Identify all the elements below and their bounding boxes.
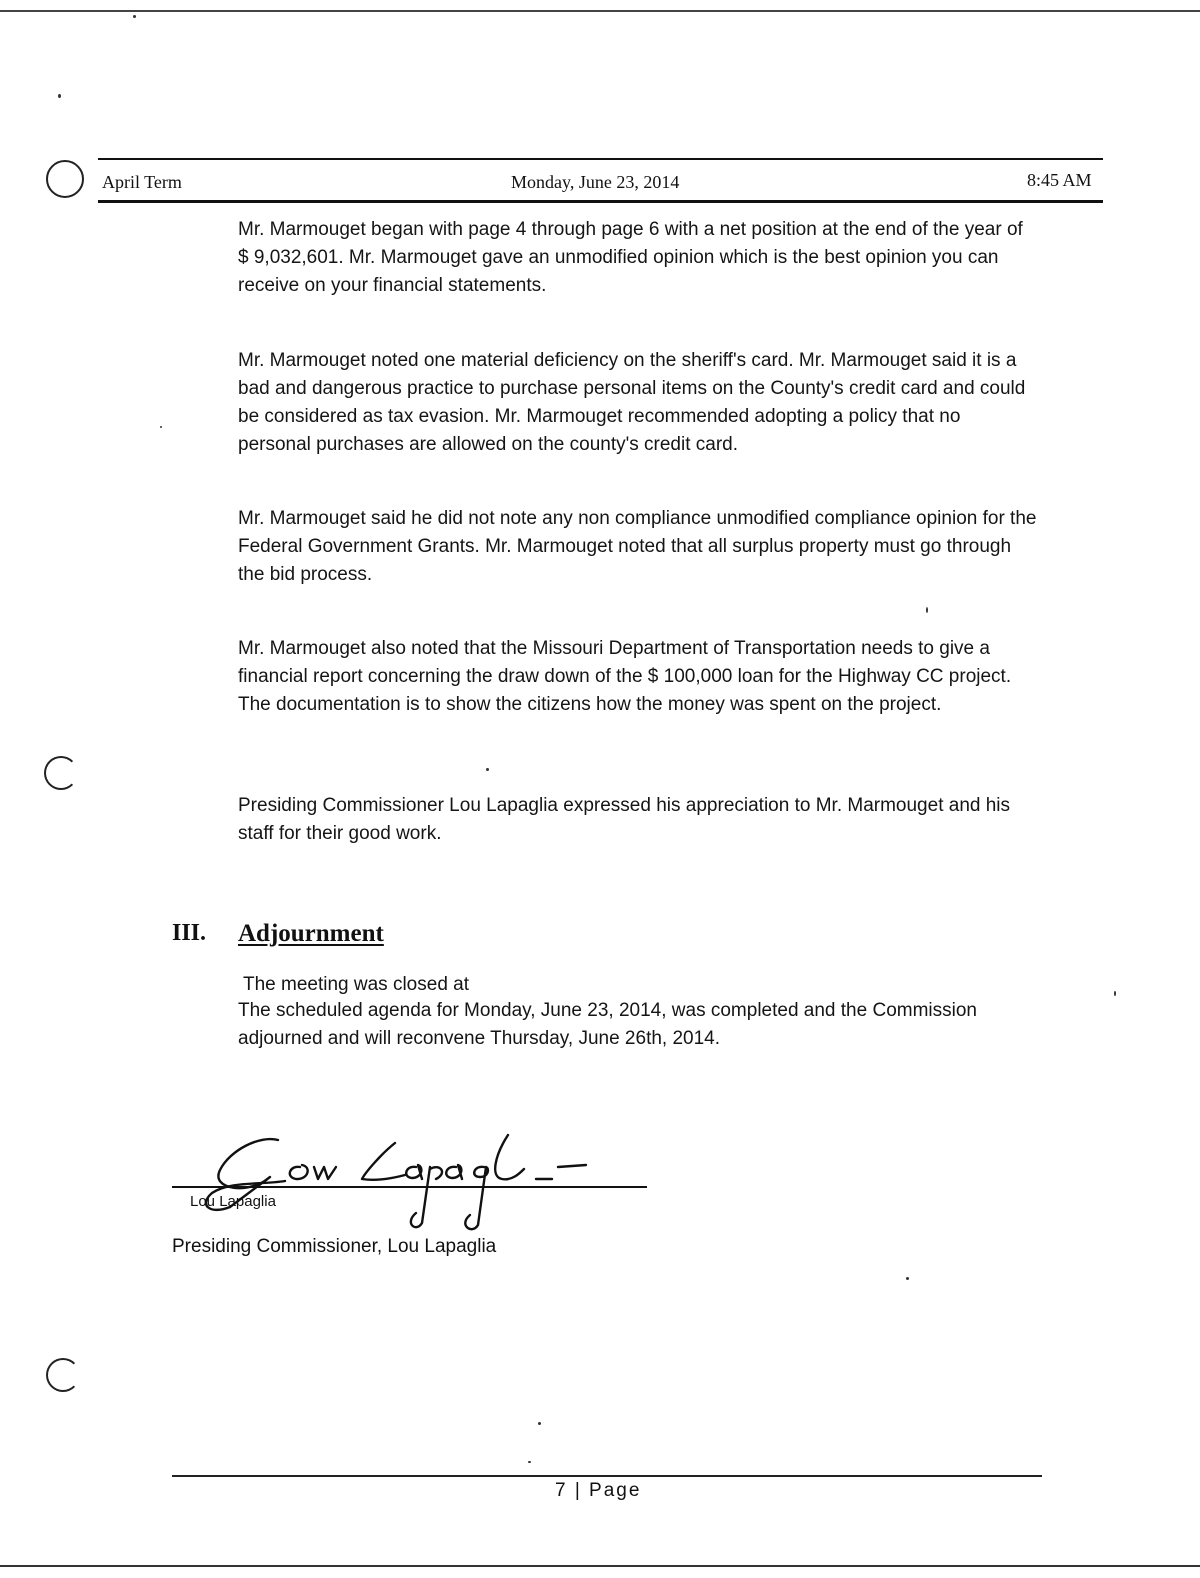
scan-speck xyxy=(1114,991,1116,996)
header-time: 8:45 AM xyxy=(1027,170,1092,190)
header-date: Monday, June 23, 2014 xyxy=(511,172,680,192)
scan-speck xyxy=(538,1422,541,1425)
header-bottom-rule xyxy=(98,200,1103,203)
section-number: III. xyxy=(172,920,207,946)
paragraph-modot-loan: Mr. Marmouget also noted that the Missouri Department of Transportation needs to give a financial report concerning the draw down of the $ 100,000 loan for the Highway CC project. The documentation is to show the citizens how the money was spent on the project. xyxy=(238,638,1012,715)
signature-line xyxy=(172,1186,647,1188)
paragraph-net-position: Mr. Marmouget began with page 4 through page 6 with a net position at the end of the year of $ 9,032,601. Mr. Marmouget gave an unmodified opinion which is the best opinion you can receive on your financial statements. xyxy=(238,219,1023,296)
footer-rule xyxy=(172,1475,1042,1477)
binder-hole xyxy=(46,160,84,198)
header-top-rule xyxy=(98,158,1103,160)
header-term: April Term xyxy=(102,172,182,192)
scan-speck xyxy=(160,426,162,428)
scan-bottom-edge xyxy=(0,1565,1200,1567)
scan-speck xyxy=(926,607,928,613)
scan-speck xyxy=(486,768,489,771)
signer-printed-name: Lou Lapaglia xyxy=(190,1193,276,1210)
page-number: 7 | Page xyxy=(555,1480,642,1501)
adjournment-statement: The scheduled agenda for Monday, June 23, 2014, was completed and the Commission adjourned and will reconvene Thursday, June 26th, 2014. xyxy=(238,1000,977,1049)
paragraph-material-deficiency: Mr. Marmouget noted one material deficiency on the sheriff's card. Mr. Marmouget said it is a bad and dangerous practice to purchase personal items on the County's credit card and could be considered as tax evasion. Mr. Marmouget recommended adopting a policy that no personal purchases are allowed on the county's credit card. xyxy=(238,350,1026,455)
handwritten-signature xyxy=(190,1115,610,1235)
paragraph-appreciation: Presiding Commissioner Lou Lapaglia expressed his appreciation to Mr. Marmouget and his staff for their good work. xyxy=(238,795,1011,844)
section-title: Adjournment xyxy=(238,920,384,947)
binder-hole xyxy=(44,756,78,790)
binder-hole xyxy=(46,1358,80,1392)
signer-title: Presiding Commissioner, Lou Lapaglia xyxy=(172,1236,497,1257)
paragraph-compliance: Mr. Marmouget said he did not note any non compliance unmodified compliance opinion for the Federal Government Grants. Mr. Marmouget noted that all surplus property must go through the bid process. xyxy=(238,508,1037,585)
scan-speck xyxy=(906,1277,909,1280)
meeting-closed-line: The meeting was closed at xyxy=(243,974,470,995)
scan-speck xyxy=(528,1461,531,1463)
scan-speck xyxy=(58,94,61,98)
scan-top-edge xyxy=(0,10,1200,12)
scan-speck xyxy=(133,15,136,18)
